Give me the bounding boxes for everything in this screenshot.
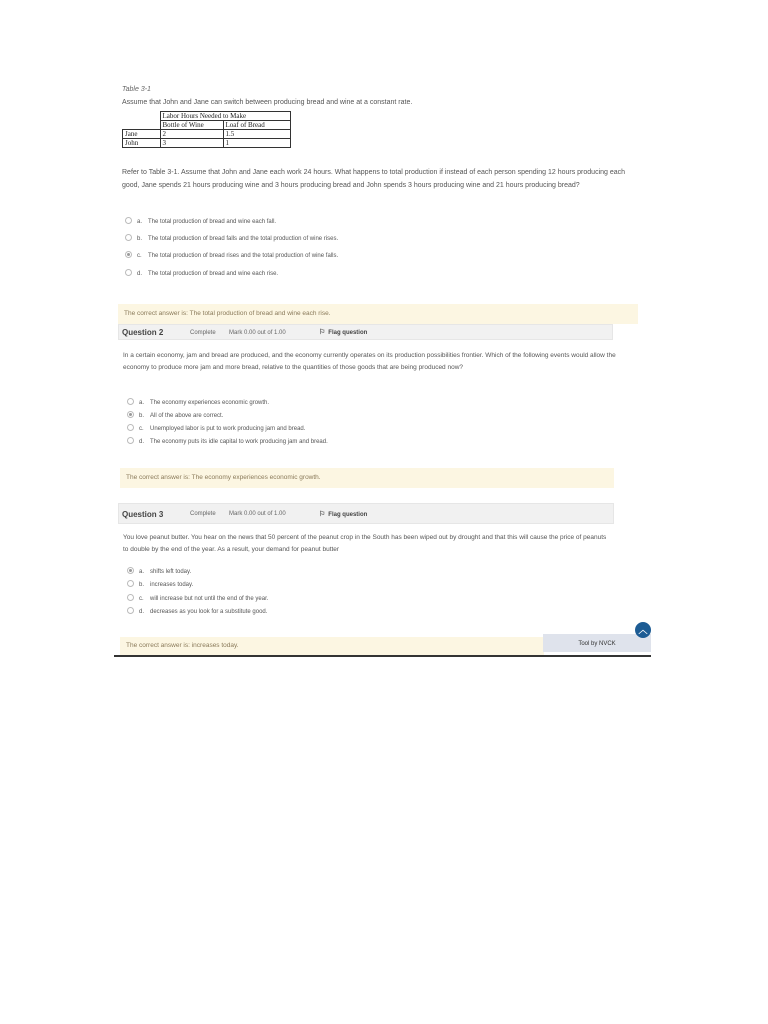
table-cell-bread: 1 — [223, 139, 290, 148]
option-letter: c. — [139, 426, 144, 432]
option-text: increases today. — [150, 582, 194, 588]
option-text: The total production of bread and wine each fall. — [148, 219, 277, 225]
table-intro: Assume that John and Jane can switch between producing bread and wine at a constant rate. — [122, 99, 413, 106]
table-cell-wine: 3 — [160, 139, 223, 148]
table-cell-name: John — [123, 139, 161, 148]
option-letter: b. — [139, 413, 145, 419]
q2-header — [118, 324, 613, 340]
table-caption: Table 3-1 — [122, 86, 151, 93]
status-text: Complete — [190, 511, 216, 517]
question-number: Question 2 — [122, 328, 164, 337]
radio-icon[interactable] — [127, 424, 134, 431]
option-letter: a. — [139, 400, 145, 406]
option-letter: c. — [137, 253, 142, 259]
table-cell-name: Jane — [123, 130, 161, 139]
mark-text: Mark 0.00 out of 1.00 — [229, 511, 286, 517]
radio-icon[interactable] — [127, 437, 134, 444]
flag-question-link[interactable] — [319, 325, 367, 341]
q1-option-d[interactable] — [125, 269, 278, 279]
option-letter: c. — [139, 596, 144, 602]
q2-option-d[interactable] — [127, 437, 328, 447]
option-letter: b. — [139, 582, 145, 588]
radio-icon[interactable] — [125, 269, 132, 276]
flag-icon[interactable]: ⚐ — [319, 329, 326, 336]
q3-option-c[interactable] — [127, 594, 268, 604]
q3-option-a[interactable] — [127, 567, 191, 577]
q3-header — [118, 503, 614, 524]
tool-badge: Tool by NVCK — [543, 634, 651, 652]
option-text: The total production of bread rises and the total production of wine falls. — [148, 253, 339, 259]
q1-option-c[interactable] — [125, 251, 338, 261]
radio-icon[interactable] — [125, 234, 132, 241]
option-text: The economy puts its idle capital to work producing jam and bread. — [150, 439, 328, 445]
option-text: The total production of bread falls and the total production of wine rises. — [148, 236, 339, 242]
table-header-top: Labor Hours Needed to Make — [160, 112, 290, 121]
option-text: will increase but not until the end of the year. — [150, 596, 269, 602]
table-row — [123, 139, 291, 148]
table-row — [123, 130, 291, 139]
q2-option-b[interactable] — [127, 411, 223, 421]
radio-icon[interactable] — [125, 251, 132, 258]
option-text: The total production of bread and wine each rise. — [148, 271, 279, 277]
table-col-wine: Bottle of Wine — [160, 121, 223, 130]
question-3-text: You love peanut butter. You hear on the news that 50 percent of the peanut crop in the South has been wiped out by drought and that this will cause the price of peanuts to double by the end of the year. As a result, your demand for peanut butter — [123, 534, 607, 553]
option-letter: d. — [139, 609, 145, 615]
question-1-text: Refer to Table 3-1. Assume that John and Jane each work 24 hours. What happens to total production if instead of each person spending 12 hours producing each good, Jane spends 21 hours producing wine and 3 hours producing bread and John spends 3 hours producing wine and 21 hours producing bread? — [122, 169, 626, 189]
option-text: shifts left today. — [150, 569, 192, 575]
q1-correct-answer: The correct answer is: The total production of bread and wine each rise. — [118, 304, 638, 324]
option-letter: b. — [137, 236, 143, 242]
option-letter: d. — [139, 439, 145, 445]
q2-option-a[interactable] — [127, 398, 269, 408]
flag-question-link[interactable] — [319, 504, 367, 526]
q2-correct-answer: The correct answer is: The economy experiences economic growth. — [120, 468, 614, 488]
option-text: decreases as you look for a substitute good. — [150, 609, 268, 615]
radio-icon[interactable] — [127, 567, 134, 574]
radio-icon[interactable] — [127, 411, 134, 418]
flag-icon[interactable]: ⚐ — [319, 511, 326, 518]
radio-icon[interactable] — [125, 217, 132, 224]
table-cell-wine: 2 — [160, 130, 223, 139]
flag-label: Flag question — [328, 330, 368, 336]
q3-option-d[interactable] — [127, 607, 267, 617]
radio-icon[interactable] — [127, 398, 134, 405]
question-2-text: In a certain economy, jam and bread are produced, and the economy currently operates on its production possibilities frontier. Which of the following events would allow the economy to produce more jam and more bread, relative to the quantities of those goods that are being produced now? — [123, 352, 616, 371]
radio-icon[interactable] — [127, 580, 134, 587]
mark-text: Mark 0.00 out of 1.00 — [229, 330, 286, 336]
option-letter: a. — [139, 569, 145, 575]
radio-icon[interactable] — [127, 607, 134, 614]
option-letter: a. — [137, 219, 143, 225]
chevron-up-icon[interactable]: ︿ — [635, 622, 651, 638]
q2-option-c[interactable] — [127, 424, 305, 434]
table-cell-bread: 1.5 — [223, 130, 290, 139]
table-col-bread: Loaf of Bread — [223, 121, 290, 130]
question-number: Question 3 — [122, 510, 164, 519]
option-text: The economy experiences economic growth. — [150, 400, 270, 406]
status-text: Complete — [190, 330, 216, 336]
option-letter: d. — [137, 271, 143, 277]
q3-correct-answer: The correct answer is: increases today. — [120, 637, 544, 655]
option-text: All of the above are correct. — [150, 413, 224, 419]
flag-label: Flag question — [328, 512, 368, 518]
labor-hours-table — [122, 111, 291, 148]
q1-option-a[interactable] — [125, 217, 276, 227]
divider — [114, 655, 651, 657]
radio-icon[interactable] — [127, 594, 134, 601]
q3-option-b[interactable] — [127, 580, 193, 590]
q1-option-b[interactable] — [125, 234, 338, 244]
option-text: Unemployed labor is put to work producing jam and bread. — [150, 426, 306, 432]
